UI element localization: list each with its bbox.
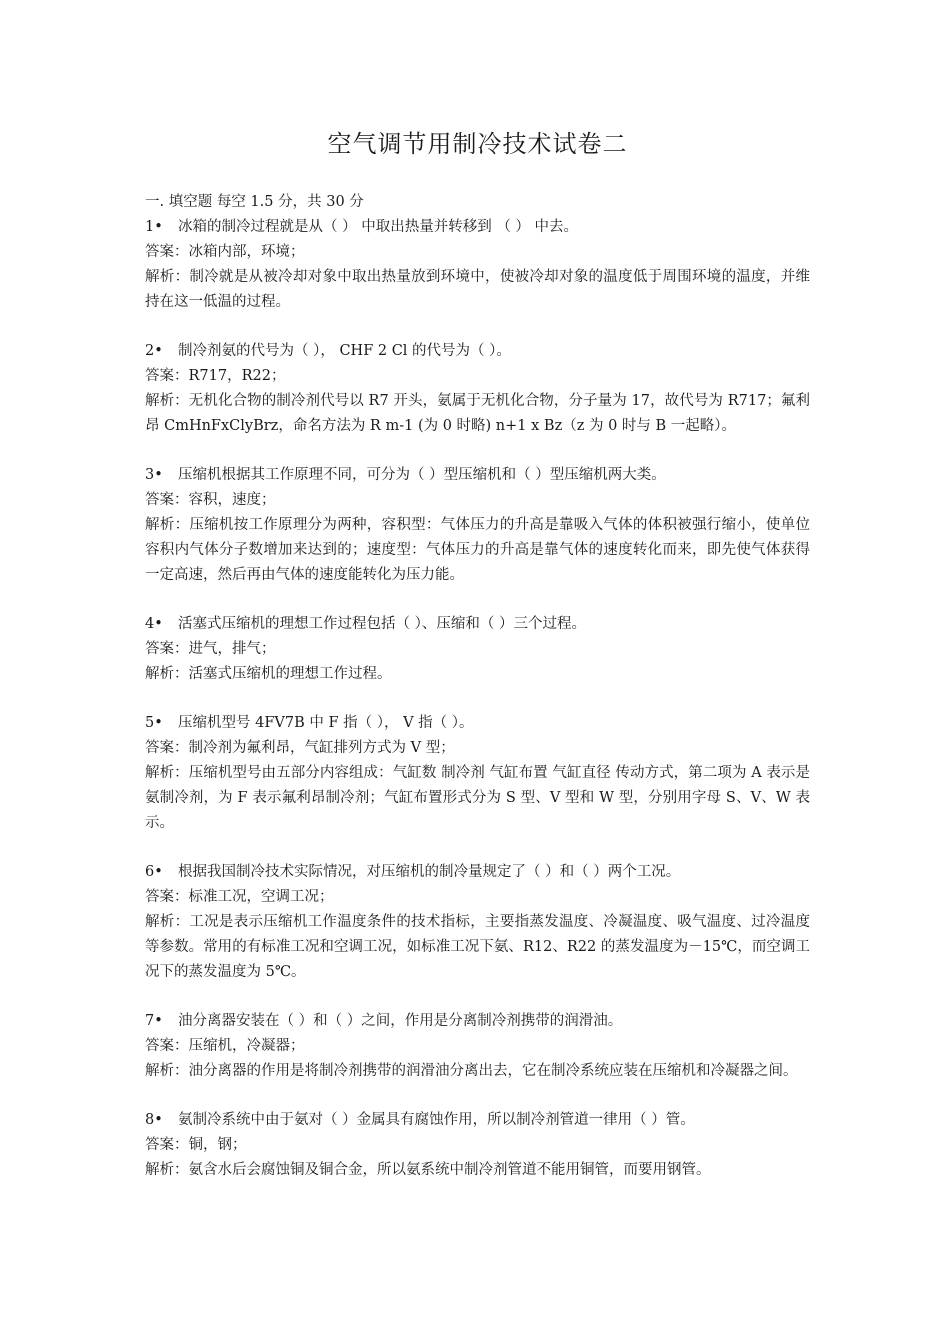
answer-text: 答案：容积，速度； bbox=[145, 492, 276, 508]
analysis-text: 解析：压缩机按工作原理分为两种，容积型：气体压力的升高是靠吸入气体的体积被强行缩小，使单位容积内气体分子数增加来达到的；速度型：气体压力的升高是靠气体的速度转化而来，即先使气体获得一定高速，然后再由气体的速度能转化为压力能。 bbox=[145, 517, 810, 583]
question-item bbox=[145, 612, 810, 687]
question-text bbox=[145, 463, 810, 488]
answer-text: 答案：R717，R22； bbox=[145, 368, 286, 384]
question-item bbox=[145, 215, 810, 315]
question-number: 6• bbox=[145, 864, 163, 880]
question-number: 8• bbox=[145, 1112, 163, 1128]
question-prompt: 压缩机型号 4FV7B 中 F 指（ ）， V 指（ ）。 bbox=[178, 715, 474, 731]
question-prompt: 制冷剂氨的代号为（ ）， CHF 2 Cl 的代号为（ ）。 bbox=[178, 343, 511, 359]
question-list bbox=[145, 215, 810, 1207]
section-heading: 一. 填空题 每空 1.5 分，共 30 分 bbox=[145, 194, 364, 210]
question-text bbox=[145, 215, 810, 240]
analysis-text: 解析：油分离器的作用是将制冷剂携带的润滑油分离出去，它在制冷系统应装在压缩机和冷凝器之间。 bbox=[145, 1063, 798, 1079]
answer-text: 答案：进气，排气； bbox=[145, 641, 276, 657]
question-item bbox=[145, 463, 810, 588]
answer-text: 答案：制冷剂为氟利昂，气缸排列方式为 V 型； bbox=[145, 740, 455, 756]
answer-text: 答案：标准工况，空调工况； bbox=[145, 889, 334, 905]
question-text bbox=[145, 1009, 810, 1034]
question-item bbox=[145, 1009, 810, 1084]
question-item bbox=[145, 860, 810, 985]
answer-text: 答案：压缩机，冷凝器； bbox=[145, 1038, 305, 1054]
question-text bbox=[145, 711, 810, 736]
question-item bbox=[145, 339, 810, 439]
analysis-text: 解析：压缩机型号由五部分内容组成：气缸数 制冷剂 气缸布置 气缸直径 传动方式，第二项为 A 表示是氨制冷剂，为 F 表示氟利昂制冷剂；气缸布置形式分为 S 型、V 型和 W 型，分别用字母 S、V、W 表示。 bbox=[145, 765, 810, 831]
analysis-text: 解析：无机化合物的制冷剂代号以 R7 开头，氨属于无机化合物，分子量为 17，故代号为 R717；氟利昂 CmHnFxClyBrz，命名方法为 R m-1 (为 0 时略) n+1 x Bz（z 为 0 时与 B 一起略）。 bbox=[145, 393, 810, 434]
question-text bbox=[145, 612, 810, 637]
question-number: 2• bbox=[145, 343, 163, 359]
question-number: 7• bbox=[145, 1013, 163, 1029]
question-prompt: 根据我国制冷技术实际情况，对压缩机的制冷量规定了（ ）和（ ）两个工况。 bbox=[178, 864, 681, 880]
question-prompt: 压缩机根据其工作原理不同，可分为（ ）型压缩机和（ ）型压缩机两大类。 bbox=[178, 467, 666, 483]
document-title: 空气调节用制冷技术试卷二 bbox=[327, 130, 628, 158]
question-number: 3• bbox=[145, 467, 163, 483]
question-number: 5• bbox=[145, 715, 163, 731]
answer-text: 答案：冰箱内部，环境； bbox=[145, 244, 305, 260]
question-prompt: 活塞式压缩机的理想工作过程包括（ ）、压缩和（ ）三个过程。 bbox=[178, 616, 586, 632]
question-item bbox=[145, 1108, 810, 1183]
analysis-text: 解析：工况是表示压缩机工作温度条件的技术指标，主要指蒸发温度、冷凝温度、吸气温度、过冷温度等参数。常用的有标准工况和空调工况，如标准工况下氨、R12、R22 的蒸发温度为－15℃，而空调工况下的蒸发温度为 5℃。 bbox=[145, 914, 810, 980]
question-prompt: 冰箱的制冷过程就是从（ ） 中取出热量并转移到 （ ） 中去。 bbox=[178, 219, 579, 235]
analysis-text: 解析：制冷就是从被冷却对象中取出热量放到环境中，使被冷却对象的温度低于周围环境的温度，并维持在这一低温的过程。 bbox=[145, 269, 810, 310]
answer-text: 答案：铜，钢； bbox=[145, 1137, 247, 1153]
question-prompt: 氨制冷系统中由于氨对（ ）金属具有腐蚀作用，所以制冷剂管道一律用（ ）管。 bbox=[178, 1112, 695, 1128]
question-number: 1• bbox=[145, 219, 163, 235]
question-prompt: 油分离器安装在（ ）和（ ）之间，作用是分离制冷剂携带的润滑油。 bbox=[178, 1013, 623, 1029]
question-number: 4• bbox=[145, 616, 163, 632]
analysis-text: 解析：活塞式压缩机的理想工作过程。 bbox=[145, 666, 392, 682]
question-item bbox=[145, 711, 810, 836]
question-text bbox=[145, 860, 810, 885]
analysis-text: 解析：氨含水后会腐蚀铜及铜合金，所以氨系统中制冷剂管道不能用铜管，而要用钢管。 bbox=[145, 1162, 711, 1178]
question-text bbox=[145, 1108, 810, 1133]
question-text bbox=[145, 339, 810, 364]
